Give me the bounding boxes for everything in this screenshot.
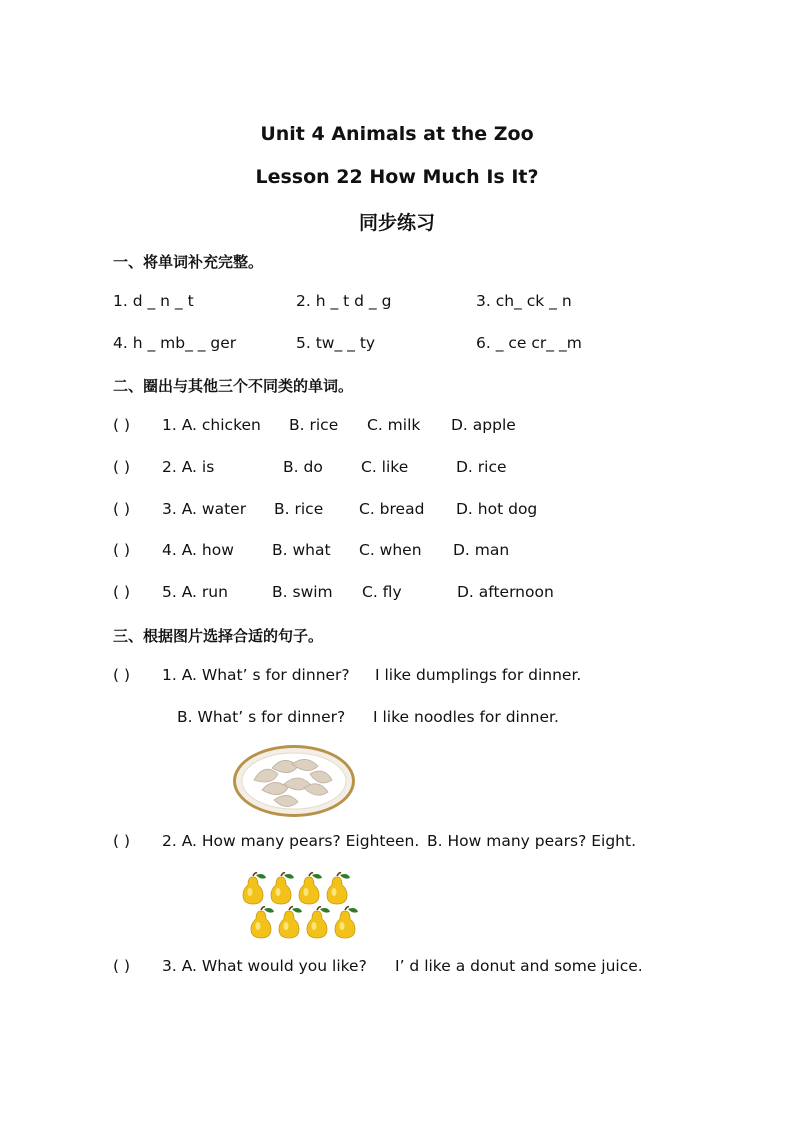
answer-paren[interactable]: ( )	[113, 666, 131, 684]
answer-paren[interactable]: ( )	[113, 458, 131, 476]
q-row-2-d: D. rice	[456, 458, 507, 476]
q-row-2-b: B. do	[283, 458, 323, 476]
section3-heading: 三、根据图片选择合适的句子。	[113, 627, 324, 645]
answer-paren[interactable]: ( )	[113, 957, 131, 975]
q1-option-a-answer: I like dumplings for dinner.	[375, 666, 582, 684]
q-row-5-b: B. swim	[272, 583, 333, 601]
fill-item-2: 2. h _ t d _ g	[296, 292, 392, 310]
q-row-5-d: D. afternoon	[457, 583, 554, 601]
practice-title: 同步练习	[358, 212, 435, 234]
lesson-title: Lesson 22 How Much Is It?	[255, 166, 539, 188]
pears-image	[240, 870, 360, 942]
q-row-1-b: B. rice	[289, 416, 339, 434]
q-row-3-c: C. bread	[359, 500, 425, 518]
q-row-4-c: C. when	[359, 541, 422, 559]
fill-item-5: 5. tw_ _ ty	[296, 334, 376, 352]
dumplings-plate-image	[232, 744, 356, 818]
q2-option-b: B. How many pears? Eight.	[427, 832, 636, 850]
answer-paren[interactable]: ( )	[113, 583, 131, 601]
q1-option-b-question: B. What’ s for dinner?	[177, 708, 346, 726]
q-row-4-d: D. man	[453, 541, 510, 559]
answer-paren[interactable]: ( )	[113, 541, 131, 559]
unit-title: Unit 4 Animals at the Zoo	[260, 123, 534, 145]
q1-option-b-answer: I like noodles for dinner.	[373, 708, 559, 726]
q-row-1-c: C. milk	[367, 416, 421, 434]
answer-paren[interactable]: ( )	[113, 500, 131, 518]
answer-paren[interactable]: ( )	[113, 832, 131, 850]
q-row-1-d: D. apple	[451, 416, 516, 434]
q2-option-a: 2. A. How many pears? Eighteen.	[162, 832, 420, 850]
q3-option-a-question: 3. A. What would you like?	[162, 957, 367, 975]
section1-heading: 一、将单词补充完整。	[113, 253, 264, 271]
q-row-3-a: 3. A. water	[162, 500, 247, 518]
fill-item-3: 3. ch_ ck _ n	[476, 292, 572, 310]
fill-item-4: 4. h _ mb_ _ ger	[113, 334, 237, 352]
q-row-4-b: B. what	[272, 541, 331, 559]
q-row-5-a: 5. A. run	[162, 583, 228, 601]
section2-heading: 二、圈出与其他三个不同类的单词。	[113, 377, 354, 395]
fill-item-6: 6. _ ce cr_ _m	[476, 334, 582, 352]
q-row-2-a: 2. A. is	[162, 458, 215, 476]
answer-paren[interactable]: ( )	[113, 416, 131, 434]
q-row-2-c: C. like	[361, 458, 409, 476]
q-row-5-c: C. fly	[362, 583, 402, 601]
q3-option-a-answer: I’ d like a donut and some juice.	[395, 957, 643, 975]
q-row-3-d: D. hot dog	[456, 500, 538, 518]
fill-item-1: 1. d _ n _ t	[113, 292, 194, 310]
q1-option-a-question: 1. A. What’ s for dinner?	[162, 666, 350, 684]
q-row-1-a: 1. A. chicken	[162, 416, 261, 434]
q-row-4-a: 4. A. how	[162, 541, 234, 559]
q-row-3-b: B. rice	[274, 500, 324, 518]
